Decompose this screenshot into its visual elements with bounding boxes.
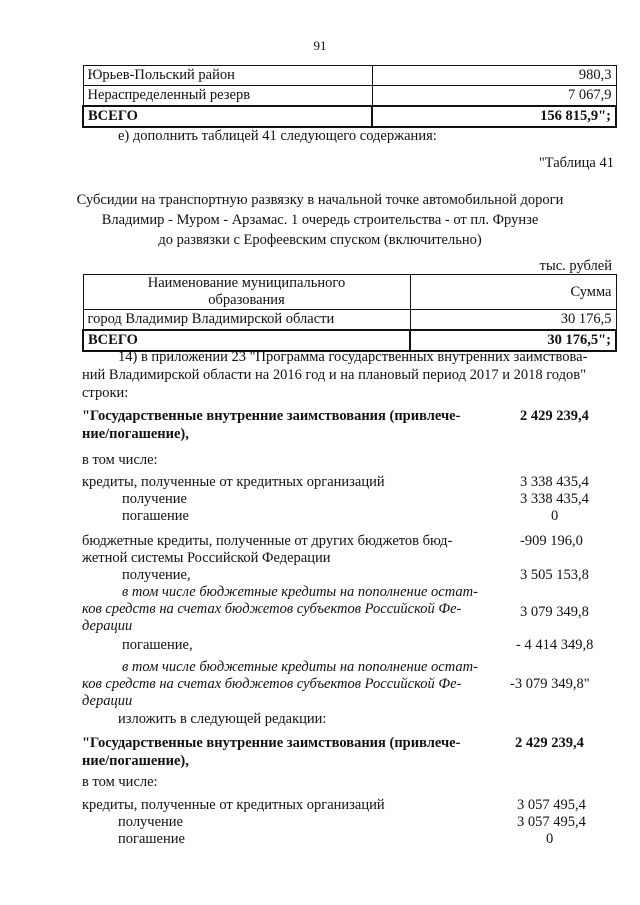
table-cell-value: 980,3 [372, 66, 616, 86]
units-label: тыс. рублей [539, 258, 612, 274]
old-b-repay-value: - 4 414 349,8 [516, 637, 594, 653]
old-receipt-value: 3 338 435,4 [520, 491, 589, 507]
old-credits-value: 3 338 435,4 [520, 474, 589, 490]
table-cell-name: ВСЕГО [83, 330, 410, 351]
old-head-line: ние/погашение), [82, 426, 189, 442]
table-row-total [83, 330, 616, 351]
table-row [83, 86, 616, 107]
paragraph-e: е) дополнить таблицей 41 следующего содержания: [118, 128, 437, 144]
page-number: 91 [313, 38, 327, 53]
table-cell-name: ВСЕГО [83, 106, 372, 127]
table-header-row [83, 275, 616, 310]
table-cell-value: 30 176,5"; [410, 330, 616, 351]
table-cell-value: 7 067,9 [372, 86, 616, 107]
old-repay-label: погашение [122, 508, 189, 524]
old-repay-value: 0 [551, 508, 559, 524]
table-41-label: "Таблица 41 [538, 155, 614, 171]
old-incl2-line: ков средств на счетах бюджетов субъектов Российской Фе- [82, 676, 462, 692]
table-cell-value: 156 815,9"; [372, 106, 616, 127]
new-receipt-label: получение [118, 814, 183, 830]
subsidy-title [0, 190, 640, 250]
old-b-receipt-value: 3 505 153,8 [520, 567, 589, 583]
old-budget-line: жетной системы Российской Федерации [82, 550, 331, 566]
old-b-receipt-label: получение, [122, 567, 191, 583]
new-head-line: "Государственные внутренние заимствования (привлече- [82, 735, 461, 751]
header-sum: Сумма [410, 275, 616, 310]
old-credits-label: кредиты, полученные от кредитных организаций [82, 474, 385, 490]
table-41 [82, 274, 617, 352]
table-row [83, 66, 616, 86]
subsidy-title-line: Субсидии на транспортную развязку в начальной точке автомобильной дороги [76, 192, 564, 208]
new-head-value: 2 429 239,4 [515, 735, 584, 751]
table-cell-name: Юрьев-Польский район [83, 66, 372, 86]
old-head-value: 2 429 239,4 [520, 408, 589, 424]
new-repay-value: 0 [546, 831, 554, 847]
new-credits-value: 3 057 495,4 [517, 797, 586, 813]
paragraph-14-line: 14) в приложении 23 "Программа государственных внутренних заимствова- [118, 349, 588, 365]
table-cell-name: Нераспределенный резерв [83, 86, 372, 107]
new-receipt-value: 3 057 495,4 [517, 814, 586, 830]
table-cell-value: 30 176,5 [410, 310, 616, 331]
paragraph-14-line: строки: [82, 385, 129, 401]
old-budget-line: бюджетные кредиты, полученные от других бюджетов бюд- [82, 533, 453, 549]
old-incl1-line: дерации [82, 618, 133, 634]
new-repay-label: погашение [118, 831, 185, 847]
table-row-total [83, 106, 616, 127]
old-incl2-line: дерации [82, 693, 133, 709]
old-b-repay-label: погашение, [122, 637, 193, 653]
old-incl2-value: -3 079 349,8" [510, 676, 590, 692]
subsidy-title-line: Владимир - Муром - Арзамас. 1 очередь строительства - от пл. Фрунзе [101, 212, 539, 228]
table-row [83, 310, 616, 331]
old-budget-value: -909 196,0 [520, 533, 583, 549]
subsidy-title-line: до развязки с Ерофеевским спуском (включительно) [158, 232, 482, 248]
old-incl1-line: в том числе бюджетные кредиты на пополнение остат- [122, 584, 478, 600]
old-incl1-value: 3 079 349,8 [520, 604, 589, 620]
new-head-line: ние/погашение), [82, 753, 189, 769]
paragraph-14-line: ний Владимирской области на 2016 год и на плановый период 2017 и 2018 годов" [82, 367, 587, 383]
header-name: Наименование муниципального образования [83, 275, 410, 310]
old-incl2-line: в том числе бюджетные кредиты на пополнение остат- [122, 659, 478, 675]
top-table [82, 65, 617, 128]
old-receipt-label: получение [122, 491, 187, 507]
restate-label: изложить в следующей редакции: [118, 711, 327, 727]
new-credits-label: кредиты, полученные от кредитных организаций [82, 797, 385, 813]
old-head-line: "Государственные внутренние заимствования (привлече- [82, 408, 461, 424]
table-cell-name: город Владимир Владимирской области [83, 310, 410, 331]
old-incl1-line: ков средств на счетах бюджетов субъектов Российской Фе- [82, 601, 462, 617]
new-in-that: в том числе: [82, 774, 158, 790]
old-in-that: в том числе: [82, 452, 158, 468]
